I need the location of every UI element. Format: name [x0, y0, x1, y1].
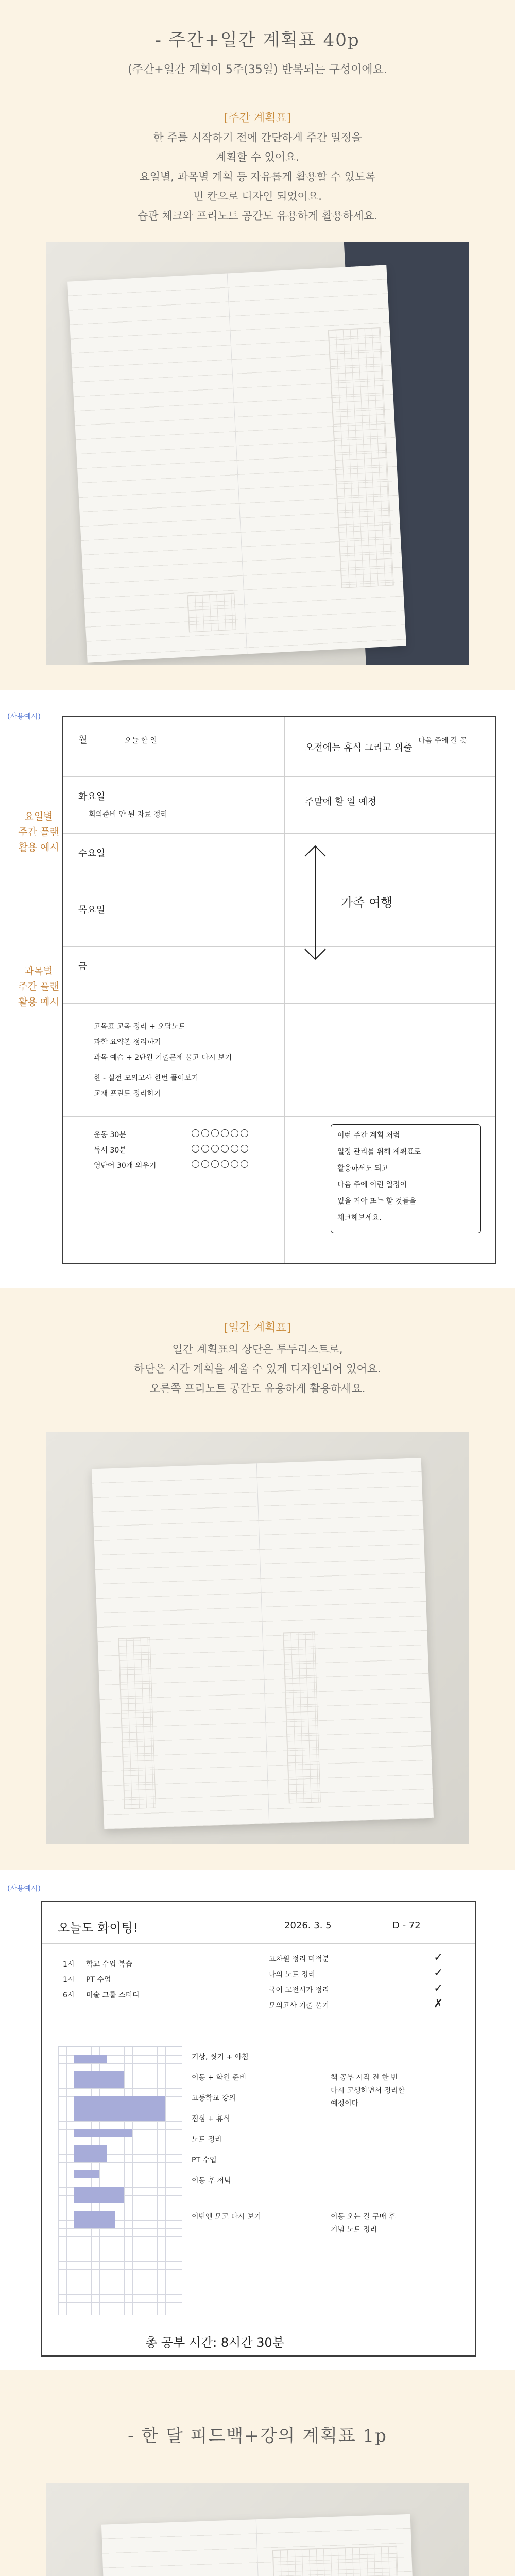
- time-block: [74, 2129, 132, 2137]
- habit-circles: [192, 1129, 250, 1139]
- double-arrow-icon: [300, 841, 331, 964]
- weekly-example-tag: (사용예시): [7, 713, 41, 721]
- timeline-item: PT 수업: [192, 2156, 217, 2164]
- monthly-section: [0, 2370, 515, 2576]
- time-block: [74, 2071, 124, 2088]
- time-block: [74, 2211, 115, 2228]
- right-todo: 나의 노트 정리: [269, 1971, 316, 1979]
- note-mon: 월: [78, 735, 88, 745]
- note-thu: 목요일: [78, 905, 106, 916]
- note-tue: 화요일: [78, 791, 106, 802]
- side-label-subject: [15, 963, 62, 1010]
- note-subject: 과목 예습 + 2단원 기출문제 풀고 다시 보기: [94, 1054, 232, 1062]
- weekly-section-subtitle: (주간+일간 계획이 5주(35일) 반복되는 구성이에요.: [128, 63, 387, 76]
- weekly-description: [0, 128, 515, 226]
- daily-right-note: 기념 노트 정리: [331, 2226, 377, 2234]
- note-subject: 고목표 고목 정리 + 오답노트: [94, 1023, 186, 1031]
- daily-desc-line: 오른쪽 프리노트 공간도 유용하게 활용하세요.: [149, 1382, 366, 1395]
- weekly-label: [주간 계획표]: [224, 112, 291, 125]
- note-fri: 금: [78, 961, 88, 972]
- habit-circles: [192, 1145, 250, 1155]
- cross-icon: ✗: [434, 1997, 443, 2010]
- free-note-line: 일정 관리를 위해 계획표로: [337, 1148, 421, 1156]
- free-note-line: 다음 주에 이런 일정이: [337, 1181, 407, 1189]
- open-notebook: [67, 265, 406, 662]
- daily-right-note: 이동 오는 길 구매 후: [331, 2213, 396, 2221]
- timeline-item: 고등학교 강의: [192, 2094, 236, 2103]
- daily-right-note: 예정이다: [331, 2099, 359, 2108]
- side-label-line: 요일별: [24, 811, 53, 822]
- total-study-time: 총 공부 시간: 8시간 30분: [145, 2335, 284, 2350]
- note-family-trip: 가족 여행: [341, 895, 393, 910]
- side-label-line: 활용 예시: [18, 996, 59, 1008]
- weekly-desc-line: 요일별, 과목별 계획 등 자유롭게 활용할 수 있도록: [139, 171, 376, 183]
- note-weekend-arrow: 다음 주에 갈 곳: [418, 737, 467, 745]
- daily-example-section: [0, 1870, 515, 2370]
- daily-date: 2026. 3. 5: [284, 1920, 332, 1931]
- weekly-desc-line: 습관 체크와 프리노트 공간도 유용하게 활용하세요.: [137, 210, 378, 222]
- weekly-example-sheet: [62, 716, 496, 1264]
- time-block: [74, 2096, 165, 2121]
- weekly-desc-line: 한 주를 시작하기 전에 간단하게 주간 일정을: [153, 131, 362, 144]
- note-subject: 과학 요약본 정리하기: [94, 1038, 161, 1046]
- right-todo: 고차원 정리 미적분: [269, 1955, 330, 1963]
- timeline-item: 점심 + 휴식: [192, 2115, 230, 2123]
- timeline-item: 이동 + 학원 준비: [192, 2074, 247, 2082]
- daily-desc-line: 일간 계획표의 상단은 투두리스트로,: [172, 1343, 343, 1355]
- daily-section: [0, 1288, 515, 1870]
- daily-header: 오늘도 화이팅!: [58, 1921, 139, 1935]
- right-todo: 국어 고전시가 정리: [269, 1986, 330, 1994]
- daily-planner-photo: [46, 1432, 469, 1844]
- weekly-example-section: [0, 690, 515, 1288]
- time-block: [74, 2187, 124, 2203]
- side-label-line: 주간 플랜: [18, 826, 59, 838]
- free-note-line: 이런 주간 계획 처럼: [337, 1131, 400, 1140]
- daily-description: [0, 1340, 515, 1398]
- daily-label: [일간 계획표]: [224, 1321, 291, 1334]
- note-subject: 한 - 실전 모의고사 한번 풀어보기: [94, 1074, 199, 1082]
- habit-label: 독서 30분: [94, 1146, 126, 1155]
- side-label-line: 주간 플랜: [18, 981, 59, 992]
- todo-time: 1시: [63, 1960, 75, 1969]
- free-note-box: [331, 1124, 481, 1233]
- note-tue-text: 회의준비 안 된 자료 정리: [89, 810, 168, 819]
- daily-dday: D - 72: [392, 1920, 421, 1931]
- note-weekend-todo: 주말에 할 일 예정: [305, 796, 376, 807]
- todo-time: 1시: [63, 1976, 75, 1984]
- check-icon: ✓: [434, 1951, 443, 1964]
- habit-label: 운동 30분: [94, 1131, 126, 1139]
- open-notebook-daily: [92, 1458, 434, 1829]
- free-note-line: 활용하셔도 되고: [337, 1164, 389, 1173]
- daily-desc-line: 하단은 시간 계획을 세울 수 있게 디자인되어 있어요.: [134, 1363, 381, 1375]
- timeline-item: 이번엔 모고 다시 보기: [192, 2213, 262, 2221]
- weekly-desc-line: 계획할 수 있어요.: [215, 151, 300, 163]
- side-label-line: 과목별: [24, 965, 53, 977]
- todo-time: 6시: [63, 1991, 75, 1999]
- weekly-section-title: - 주간+일간 계획표 40p: [155, 30, 360, 50]
- free-note-line: 있을 거야 또는 할 것들을: [337, 1197, 417, 1206]
- todo-item: 미술 그룹 스터디: [86, 1991, 140, 1999]
- note-subject: 교재 프린트 정리하기: [94, 1090, 161, 1098]
- daily-example-tag: (사용예시): [7, 1885, 41, 1893]
- side-label-line: 활용 예시: [18, 842, 59, 853]
- daily-right-note: 책 공부 시작 전 한 번: [331, 2074, 398, 2082]
- timeline-item: 이동 후 저녁: [192, 2177, 231, 2185]
- time-block: [74, 2145, 107, 2162]
- monthly-section-title: - 한 달 피드백+강의 계획표 1p: [128, 2426, 387, 2446]
- note-mon-text: 오늘 할 일: [125, 737, 157, 745]
- weekly-section: [0, 0, 515, 690]
- side-label-daily: [15, 809, 62, 855]
- note-wed: 수요일: [78, 848, 106, 859]
- todo-item: 학교 수업 복습: [86, 1960, 133, 1969]
- free-note-line: 체크해보세요.: [337, 1214, 382, 1222]
- right-todo: 모의고사 기출 풀기: [269, 2002, 330, 2010]
- open-notebook-monthly: [101, 2514, 424, 2576]
- daily-example-sheet: [41, 1901, 476, 2357]
- time-block: [74, 2055, 107, 2063]
- check-icon: ✓: [434, 1982, 443, 1995]
- note-weekend-plan: 오전에는 휴식 그리고 외출: [305, 742, 413, 753]
- check-icon: ✓: [434, 1967, 443, 1979]
- weekly-desc-line: 빈 칸으로 디자인 되었어요.: [193, 190, 322, 202]
- monthly-planner-photo: [46, 2483, 469, 2576]
- habit-label: 영단어 30개 외우기: [94, 1162, 157, 1170]
- timeline-item: 기상, 씻기 + 아침: [192, 2053, 249, 2061]
- habit-circles: [192, 1160, 250, 1170]
- todo-item: PT 수업: [86, 1976, 111, 1984]
- weekly-planner-photo: [46, 242, 469, 665]
- time-block: [74, 2170, 99, 2178]
- daily-right-note: 다시 고생하면서 정리할: [331, 2087, 405, 2095]
- timeline-item: 노트 정리: [192, 2136, 222, 2144]
